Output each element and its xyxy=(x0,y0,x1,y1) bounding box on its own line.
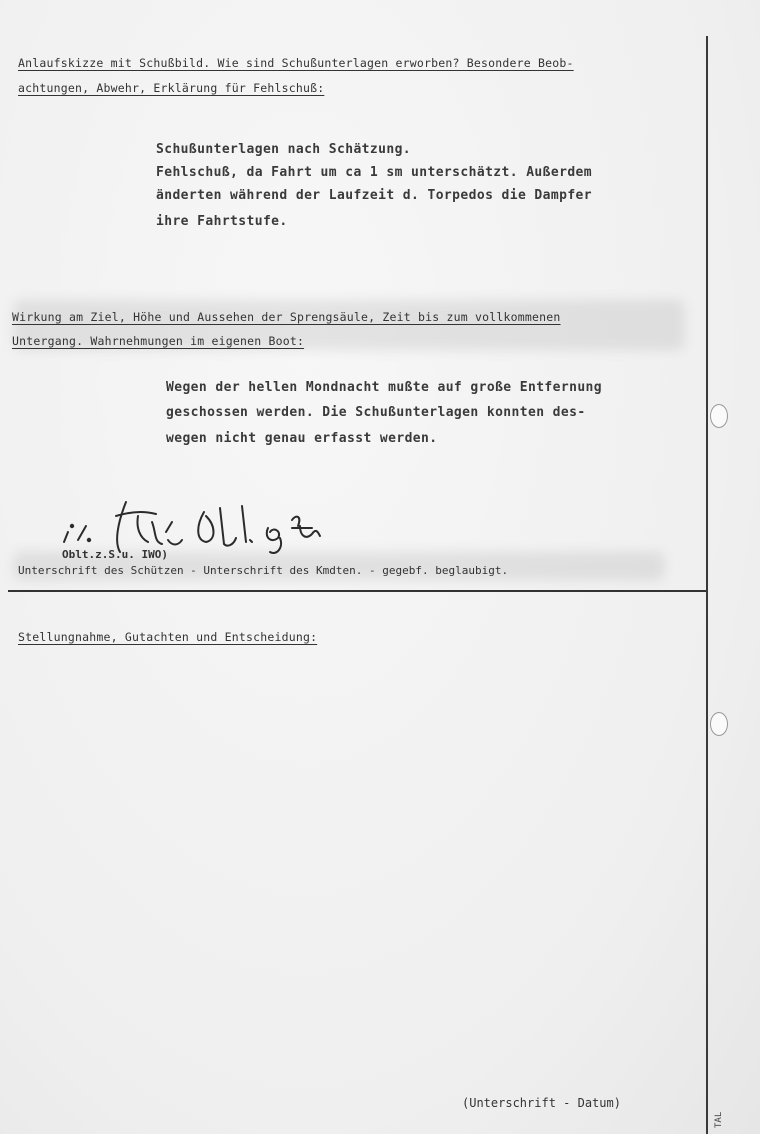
right-margin-rule xyxy=(706,36,708,1134)
section2-text-line: geschossen werden. Die Schußunterlagen konnten des- xyxy=(166,405,586,420)
section2-text-line: wegen nicht genau erfasst werden. xyxy=(166,431,438,446)
section1-text-line: änderten während der Laufzeit d. Torpedos die Dampfer xyxy=(156,188,593,203)
section1-text-line: Fehlschuß, da Fahrt um ca 1 sm unterschätzt. Außerdem xyxy=(156,165,593,180)
typed-name: Oblt.z.S.u. IWO) xyxy=(62,548,168,561)
punch-hole-upper xyxy=(710,404,728,428)
section1-label-line1: Anlaufskizze mit Schußbild. Wie sind Schußunterlagen erworben? Besondere Beob- xyxy=(18,56,574,70)
punch-hole-lower xyxy=(710,712,728,736)
signature-caption: Unterschrift des Schützen - Unterschrift des Kmdten. - gegebf. beglaubigt. xyxy=(18,564,509,577)
section3-label: Stellungnahme, Gutachten und Entscheidung: xyxy=(18,630,318,644)
section2-text-line: Wegen der hellen Mondnacht mußte auf große Entfernung xyxy=(166,380,603,395)
signature-date-caption: (Unterschrift - Datum) xyxy=(462,1096,621,1110)
section-divider xyxy=(8,590,706,592)
section1-text-line: ihre Fahrtstufe. xyxy=(156,214,288,229)
section1-label-line2: achtungen, Abwehr, Erklärung für Fehlschuß: xyxy=(18,81,325,95)
section2-label-line2: Untergang. Wahrnehmungen im eigenen Boot: xyxy=(12,334,305,348)
margin-note: TAL xyxy=(714,1111,724,1128)
section1-text-line: Schußunterlagen nach Schätzung. xyxy=(156,142,412,157)
section2-label-line1: Wirkung am Ziel, Höhe und Aussehen der Sprengsäule, Zeit bis zum vollkommenen xyxy=(12,310,561,324)
